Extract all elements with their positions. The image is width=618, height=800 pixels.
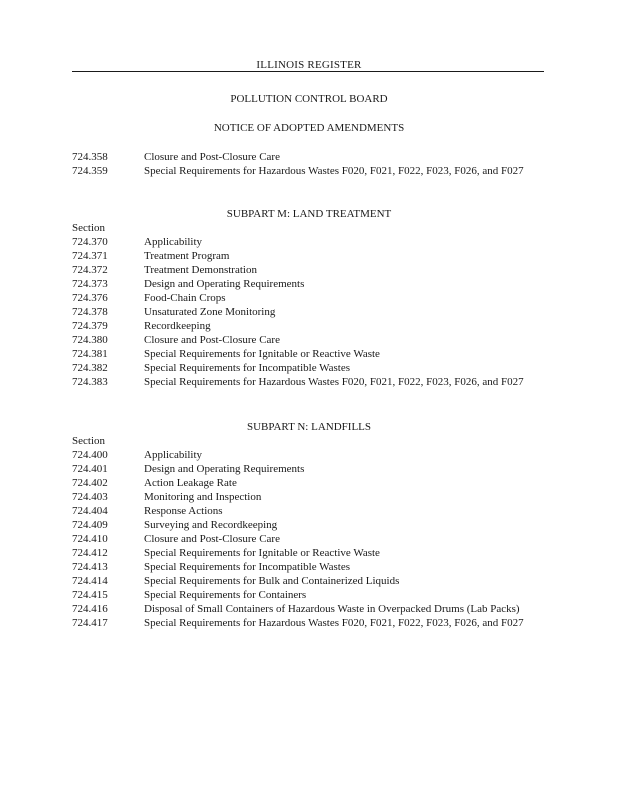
- register-title: ILLINOIS REGISTER: [256, 59, 362, 71]
- list-item: [72, 277, 544, 291]
- subpart-n-list: [72, 434, 544, 630]
- section-title: Monitoring and Inspection: [144, 491, 262, 503]
- section-number: 724.359: [72, 165, 108, 177]
- section-title: Disposal of Small Containers of Hazardous Waste in Overpacked Drums (Lab Packs): [144, 603, 520, 615]
- section-title: Design and Operating Requirements: [144, 278, 305, 290]
- list-item: [72, 462, 544, 476]
- list-item: [72, 518, 544, 532]
- section-title: Applicability: [144, 236, 203, 248]
- section-number: 724.379: [72, 320, 108, 332]
- notice-title: NOTICE OF ADOPTED AMENDMENTS: [213, 122, 405, 134]
- section-title: Special Requirements for Hazardous Wastes F020, F021, F022, F023, F026, and F027: [144, 165, 524, 177]
- section-title: Special Requirements for Ignitable or Reactive Waste: [144, 547, 380, 559]
- section-number: 724.358: [72, 151, 108, 163]
- section-title: Closure and Post-Closure Care: [144, 334, 280, 346]
- section-title: Applicability: [144, 449, 203, 461]
- section-title: Special Requirements for Incompatible Wastes: [144, 561, 351, 573]
- section-title: Closure and Post-Closure Care: [144, 533, 280, 545]
- section-number: 724.409: [72, 519, 108, 531]
- section-title: Closure and Post-Closure Care: [144, 151, 280, 163]
- section-title: Special Requirements for Containers: [144, 589, 307, 601]
- list-item: [72, 291, 544, 305]
- section-title: Special Requirements for Incompatible Wastes: [144, 362, 351, 374]
- section-title: Action Leakage Rate: [144, 477, 237, 489]
- list-item: [72, 560, 544, 574]
- section-number: 724.383: [72, 376, 108, 388]
- list-item: [72, 375, 544, 389]
- list-item: [72, 574, 544, 588]
- list-item: [72, 602, 544, 616]
- section-title: Unsaturated Zone Monitoring: [144, 306, 276, 318]
- section-number: 724.412: [72, 547, 108, 559]
- list-item: [72, 249, 544, 263]
- section-title: Food-Chain Crops: [144, 292, 226, 304]
- subpart-m-heading: SUBPART M: LAND TREATMENT: [226, 208, 392, 220]
- section-title: Treatment Demonstration: [144, 264, 257, 276]
- section-number: 724.380: [72, 334, 108, 346]
- list-item: [72, 150, 544, 164]
- list-item: [72, 532, 544, 546]
- section-number: 724.413: [72, 561, 108, 573]
- section-title: Surveying and Recordkeeping: [144, 519, 278, 531]
- section-title: Special Requirements for Bulk and Containerized Liquids: [144, 575, 400, 587]
- section-title: Recordkeeping: [144, 320, 211, 332]
- board-name: POLLUTION CONTROL BOARD: [230, 93, 388, 105]
- list-item: [72, 476, 544, 490]
- list-item: [72, 361, 544, 375]
- list-item: [72, 504, 544, 518]
- section-number: 724.371: [72, 250, 108, 262]
- list-item: [72, 546, 544, 560]
- section-title: Response Actions: [144, 505, 223, 517]
- section-number: 724.402: [72, 477, 108, 489]
- list-item: [72, 235, 544, 249]
- subpart-n-heading: SUBPART N: LANDFILLS: [246, 421, 372, 433]
- list-item: [72, 263, 544, 277]
- section-number: 724.403: [72, 491, 108, 503]
- section-title: Design and Operating Requirements: [144, 463, 305, 475]
- section-number: 724.381: [72, 348, 108, 360]
- section-title: Special Requirements for Hazardous Wastes F020, F021, F022, F023, F026, and F027: [144, 376, 524, 388]
- list-item: [72, 490, 544, 504]
- section-number: 724.376: [72, 292, 108, 304]
- top-entries: [72, 150, 544, 178]
- section-number: 724.378: [72, 306, 108, 318]
- list-item: [72, 305, 544, 319]
- list-item: [72, 319, 544, 333]
- list-item: [72, 448, 544, 462]
- section-number: 724.415: [72, 589, 108, 601]
- subpart-m-list: [72, 221, 544, 389]
- section-number: 724.404: [72, 505, 108, 517]
- section-number: 724.410: [72, 533, 108, 545]
- section-number: 724.417: [72, 617, 108, 629]
- section-title: Special Requirements for Ignitable or Reactive Waste: [144, 348, 380, 360]
- section-number: 724.382: [72, 362, 108, 374]
- section-number: 724.401: [72, 463, 108, 475]
- section-label: Section: [72, 222, 105, 234]
- list-item: [72, 164, 544, 178]
- section-title: Special Requirements for Hazardous Wastes F020, F021, F022, F023, F026, and F027: [144, 617, 524, 629]
- section-title: Treatment Program: [144, 250, 230, 262]
- section-number: 724.416: [72, 603, 108, 615]
- header-rule: [72, 71, 544, 72]
- section-number: 724.370: [72, 236, 108, 248]
- section-label: Section: [72, 435, 105, 447]
- section-number: 724.372: [72, 264, 108, 276]
- section-number: 724.414: [72, 575, 108, 587]
- list-item: [72, 588, 544, 602]
- section-number: 724.373: [72, 278, 108, 290]
- list-item: [72, 333, 544, 347]
- list-item: [72, 616, 544, 630]
- section-number: 724.400: [72, 449, 108, 461]
- list-item: [72, 347, 544, 361]
